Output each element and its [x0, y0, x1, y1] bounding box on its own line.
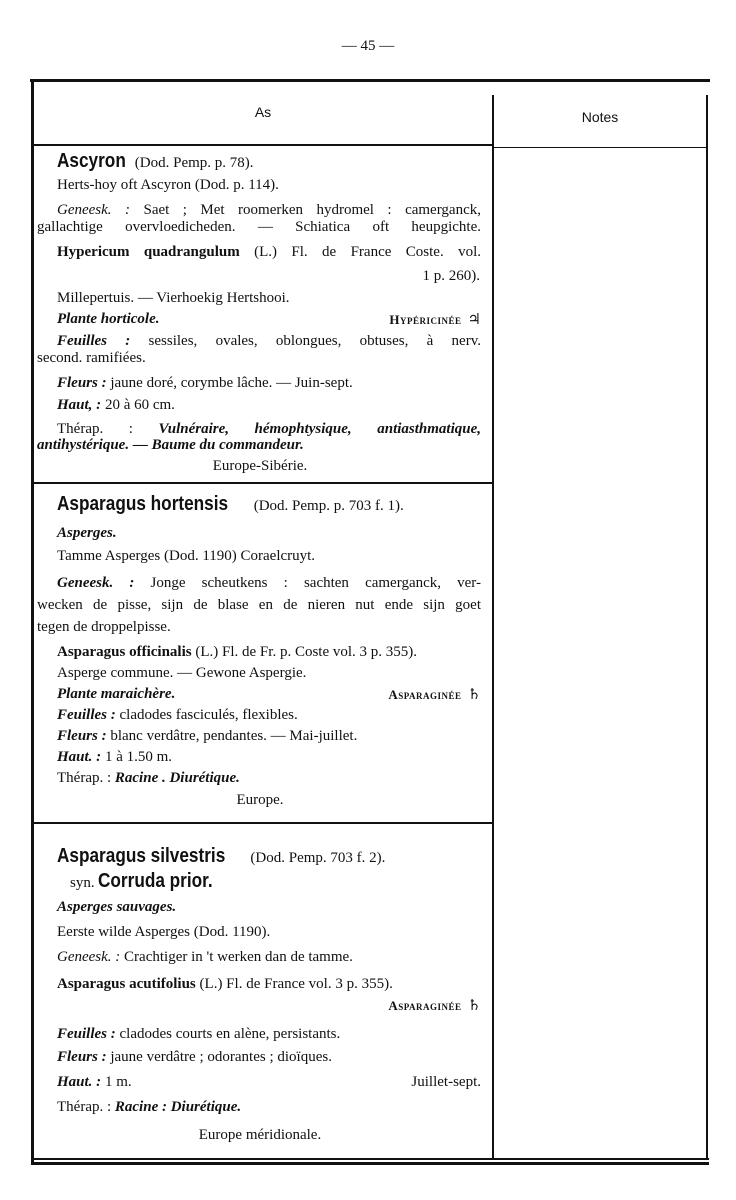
text-span: (Dod. Pemp. p. 78). [131, 155, 254, 171]
entry-line [37, 596, 481, 614]
entry-line [57, 574, 481, 592]
entry-line [40, 791, 480, 809]
text-span: (L.) Fl. de Fr. p. Coste vol. 3 p. 355). [191, 644, 418, 660]
text-span: second. ramifiées. [37, 350, 146, 366]
plant-family [388, 996, 481, 1015]
plant-family [388, 685, 481, 704]
entry-line [57, 332, 481, 350]
species-name: Asparagus hortensis [57, 493, 229, 515]
entry-line [57, 547, 481, 565]
entry-line [70, 872, 481, 892]
entry-line [57, 948, 481, 966]
text-span: Racine : Diurétique. [114, 1099, 242, 1115]
page-number: — 45 — [341, 38, 395, 54]
text-span: Feuilles : [57, 707, 120, 723]
entry-line [37, 436, 481, 454]
entry-line [57, 310, 481, 328]
text-span: jaune doré, corymbe lâche. — Juin-sept. [110, 375, 353, 391]
text-span: 1 p. 260). [422, 268, 480, 284]
text-span: Crachtiger in 't werken dan de tamme. [124, 949, 353, 965]
text-span: Millepertuis. — Vierhoekig Hertshooi. [57, 290, 290, 306]
column-header-as: As [254, 104, 272, 120]
table-left-border [31, 82, 34, 1162]
top-rule [30, 79, 710, 82]
text-span: Plante horticole. [57, 311, 160, 327]
text-span: (Dod. Pemp. p. 703 f. 1). [249, 498, 404, 514]
entry-line [57, 748, 481, 766]
table-right-border [706, 95, 708, 1160]
entry-line [57, 1073, 481, 1091]
text-span: Asparagus acutifolius [57, 976, 196, 992]
text-span: 1 à 1.50 m. [104, 749, 173, 765]
species-name: Asparagus silvestris [57, 845, 226, 867]
text-span: Eerste wilde Asperges (Dod. 1190). [57, 924, 271, 940]
text-span: blanc verdâtre, pendantes. — Mai-juillet. [110, 728, 358, 744]
text-span: cladodes fasciculés, flexibles. [119, 707, 298, 723]
text-span: Tamme Asperges (Dod. 1190) Coraelcruyt. [57, 548, 316, 564]
entry-line [57, 396, 481, 414]
entry-line [57, 923, 481, 941]
entry-line [37, 349, 481, 367]
text-span: syn. [70, 875, 99, 891]
text-span: Asperges. [57, 525, 117, 541]
entry-line [40, 1126, 480, 1144]
text-span: Fleurs : [57, 1049, 111, 1065]
entry-line [40, 457, 480, 475]
text-span: jaune verdâtre ; odorantes ; dioïques. [110, 1049, 332, 1065]
text-span: Vulnéraire, hémophtysique, antiasthmatique, [158, 421, 481, 437]
species-name: Ascyron [57, 150, 126, 172]
text-span: Thérap. : [57, 421, 159, 437]
text-span: Fleurs : [57, 728, 111, 744]
text-span: (L.) Fl. de France Coste. vol. [239, 244, 481, 260]
text-span: Europe-Sibérie. [212, 458, 308, 474]
text-span: antihystérique. — Baume du commandeur. [37, 437, 304, 453]
text-span: (Dod. Pemp. 703 f. 2). [246, 850, 386, 866]
text-span: Asperge commune. — Gewone Aspergie. [57, 665, 307, 681]
text-span: Asperges sauvages. [57, 899, 177, 915]
text-span: Herts-hoy oft Ascyron (Dod. p. 114). [57, 177, 279, 193]
section-divider [34, 822, 492, 824]
entry-line [57, 727, 481, 745]
entry-line [57, 374, 481, 392]
text-span: Asparagus officinalis [57, 644, 192, 660]
flowering-period: Juillet-sept. [411, 1074, 481, 1090]
woody-perennial-symbol-icon: ♄ [467, 685, 481, 703]
header-rule-left [34, 144, 492, 146]
entry-line [57, 201, 481, 219]
entry-line [37, 618, 481, 636]
entry-line [57, 289, 481, 307]
entry-line [57, 706, 481, 724]
entry-line [57, 847, 481, 867]
text-span: tegen de droppelpisse. [37, 619, 171, 635]
text-span: sessiles, ovales, oblongues, obtuses, à nerv. [148, 333, 481, 349]
text-span: Geneesk. : [57, 575, 151, 591]
text-span: Geneesk. : [57, 949, 125, 965]
text-span: Haut. : [57, 749, 105, 765]
plant-family [389, 310, 481, 329]
entry-line [57, 664, 481, 682]
text-span: gallachtige overvloedicheden. — Schiatica oft heupgichte. [37, 219, 481, 235]
family-name: Asparaginée [388, 687, 462, 702]
entry-line [57, 495, 481, 515]
entry-line [57, 1025, 481, 1043]
section-divider [34, 482, 492, 484]
text-span: Feuilles : [57, 1026, 120, 1042]
text-span: 20 à 60 cm. [104, 397, 175, 413]
entry-line [57, 643, 481, 661]
woody-perennial-symbol-icon: ♄ [467, 996, 481, 1014]
family-name: Asparaginée [388, 998, 462, 1013]
entry-line [57, 1048, 481, 1066]
entry-line [57, 243, 481, 261]
column-divider [492, 95, 494, 1160]
text-span: Thérap. : [57, 1099, 115, 1115]
family-name: Hypéricinée [389, 312, 462, 327]
text-span: cladodes courts en alène, persistants. [119, 1026, 341, 1042]
text-span: (L.) Fl. de France vol. 3 p. 355). [195, 976, 393, 992]
text-span: Fleurs : [57, 375, 111, 391]
entry-line [57, 524, 481, 542]
header-rule-right [494, 147, 706, 148]
text-span: Geneesk. : [57, 202, 144, 218]
text-span: Hypericum quadrangulum [57, 244, 240, 260]
text-span: Racine . Diurétique. [114, 770, 240, 786]
text-span: Haut. : [57, 1074, 105, 1090]
text-span: wecken de pisse, sijn de blase en de nieren nut ende sijn goet [37, 597, 481, 613]
text-span: Saet ; Met roomerken hydromel : camerganck, [143, 202, 481, 218]
entry-line [57, 685, 481, 703]
entry-line [57, 975, 481, 993]
text-span: Feuilles : [57, 333, 149, 349]
bottom-rule-thick [31, 1162, 709, 1165]
column-header-notes: Notes [581, 109, 619, 125]
text-span: 1 m. [104, 1074, 132, 1090]
entry-line [57, 176, 481, 194]
entry-line [40, 267, 480, 285]
text-span: Plante maraichère. [57, 686, 176, 702]
text-span: Jonge scheutkens : sachten camerganck, ver- [150, 575, 482, 591]
entry-line [57, 898, 481, 916]
text-span: Haut, : [57, 397, 105, 413]
entry-line [57, 1098, 481, 1116]
entry-line [57, 769, 481, 787]
entry-line [37, 218, 481, 236]
bottom-rule [31, 1158, 709, 1160]
text-span: Thérap. : [57, 770, 115, 786]
perennial-symbol-icon: ♃ [467, 310, 481, 328]
entry-line [57, 152, 481, 172]
text-span: Europe. [236, 792, 284, 808]
species-name: Corruda prior. [98, 870, 214, 892]
text-span: Europe méridionale. [198, 1127, 322, 1143]
